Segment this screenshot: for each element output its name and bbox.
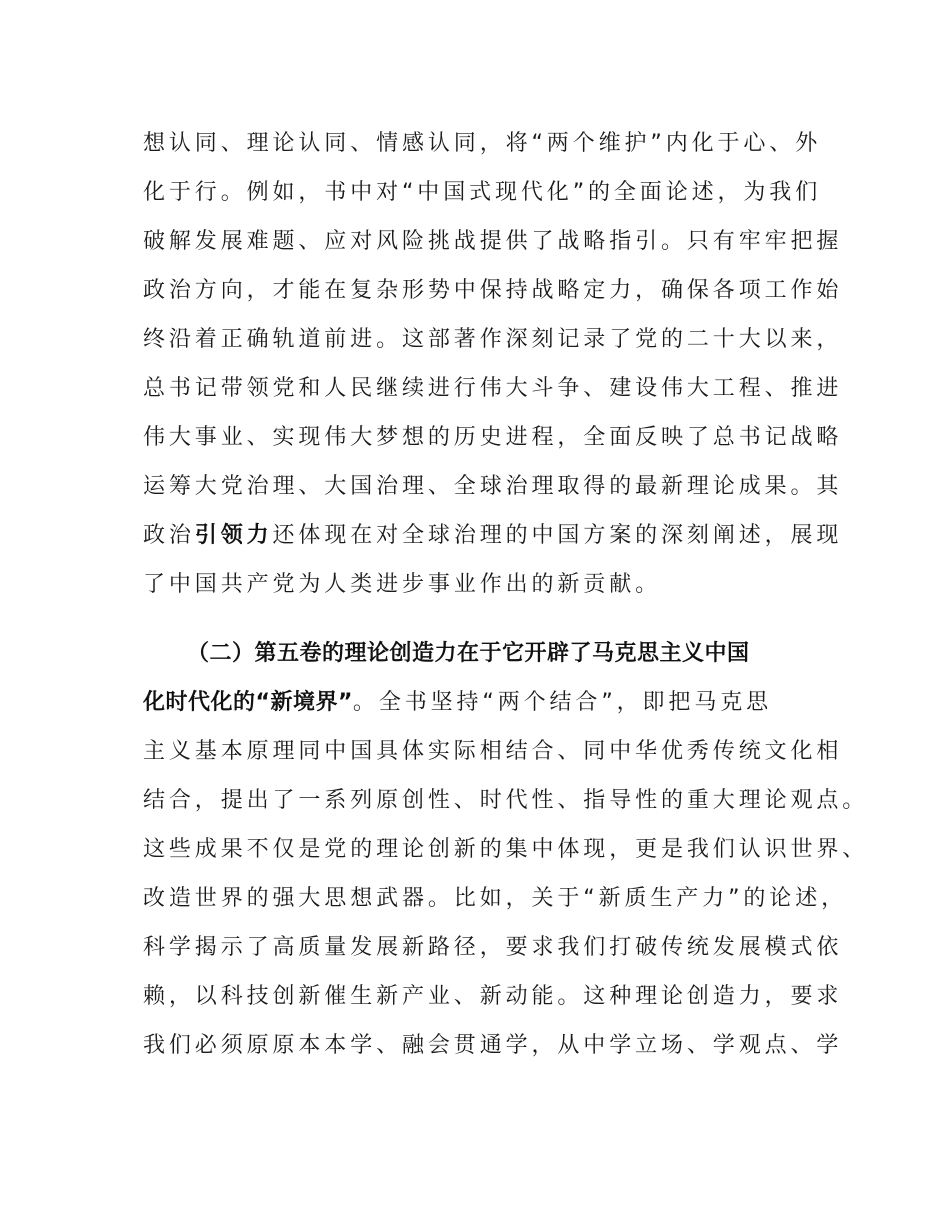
body-text-line: 改造世界的强大思想武器。比如，关于“新质生产力”的论述， [143, 886, 847, 911]
body-text-line: 破解发展难题、应对风险挑战提供了战略指引。只有牢牢把握 [143, 229, 843, 254]
line-text-segment: 。全书坚持“两个结合”，即把马克思 [352, 690, 773, 715]
section-heading-continuation: 化时代化的“新境界” [143, 690, 353, 715]
body-text-line: 伟大事业、实现伟大梦想的历史进程，全面反映了总书记战略 [143, 425, 843, 450]
body-text-line: 我们必须原原本本学、融会贯通学，从中学立场、学观点、学 [143, 1033, 843, 1058]
body-text-line: 运筹大党治理、大国治理、全球治理取得的最新理论成果。其 [143, 474, 843, 499]
bold-keyword: 引领力 [194, 523, 273, 548]
line-text-segment: 还体现在对全球治理的中国方案的深刻阐述，展现 [272, 523, 843, 548]
section-heading: （二）第五卷的理论创造力在于它开辟了马克思主义中国 [187, 641, 750, 666]
body-text-line [143, 683, 813, 723]
line-text-segment: 政治 [143, 523, 195, 548]
body-text-line: 政治方向，才能在复杂形势中保持战略定力，确保各项工作始 [143, 278, 843, 303]
body-text-line: 化于行。例如，书中对“中国式现代化”的全面论述，为我们 [143, 180, 822, 205]
body-text-line: 想认同、理论认同、情感认同，将“两个维护”内化于心、外 [143, 131, 822, 156]
body-text-line: 总书记带领党和人民继续进行伟大斗争、建设伟大工程、推进 [143, 376, 843, 401]
body-text-line: 终沿着正确轨道前进。这部著作深刻记录了党的二十大以来， [143, 327, 843, 352]
body-text-line: 这些成果不仅是党的理论创新的集中体现，更是我们认识世界、 [143, 837, 869, 862]
body-text-line: 了中国共产党为人类进步事业作出的新贡献。 [143, 572, 662, 597]
body-text-line: 主义基本原理同中国具体实际相结合、同中华优秀传统文化相 [143, 739, 843, 764]
body-text-line: 科学揭示了高质量发展新路径，要求我们打破传统发展模式依 [143, 935, 843, 960]
body-text-line: 赖，以科技创新催生新产业、新动能。这种理论创造力，要求 [143, 984, 843, 1009]
body-text-line [143, 516, 843, 556]
body-text-line: 结合，提出了一系列原创性、时代性、指导性的重大理论观点。 [143, 788, 869, 813]
